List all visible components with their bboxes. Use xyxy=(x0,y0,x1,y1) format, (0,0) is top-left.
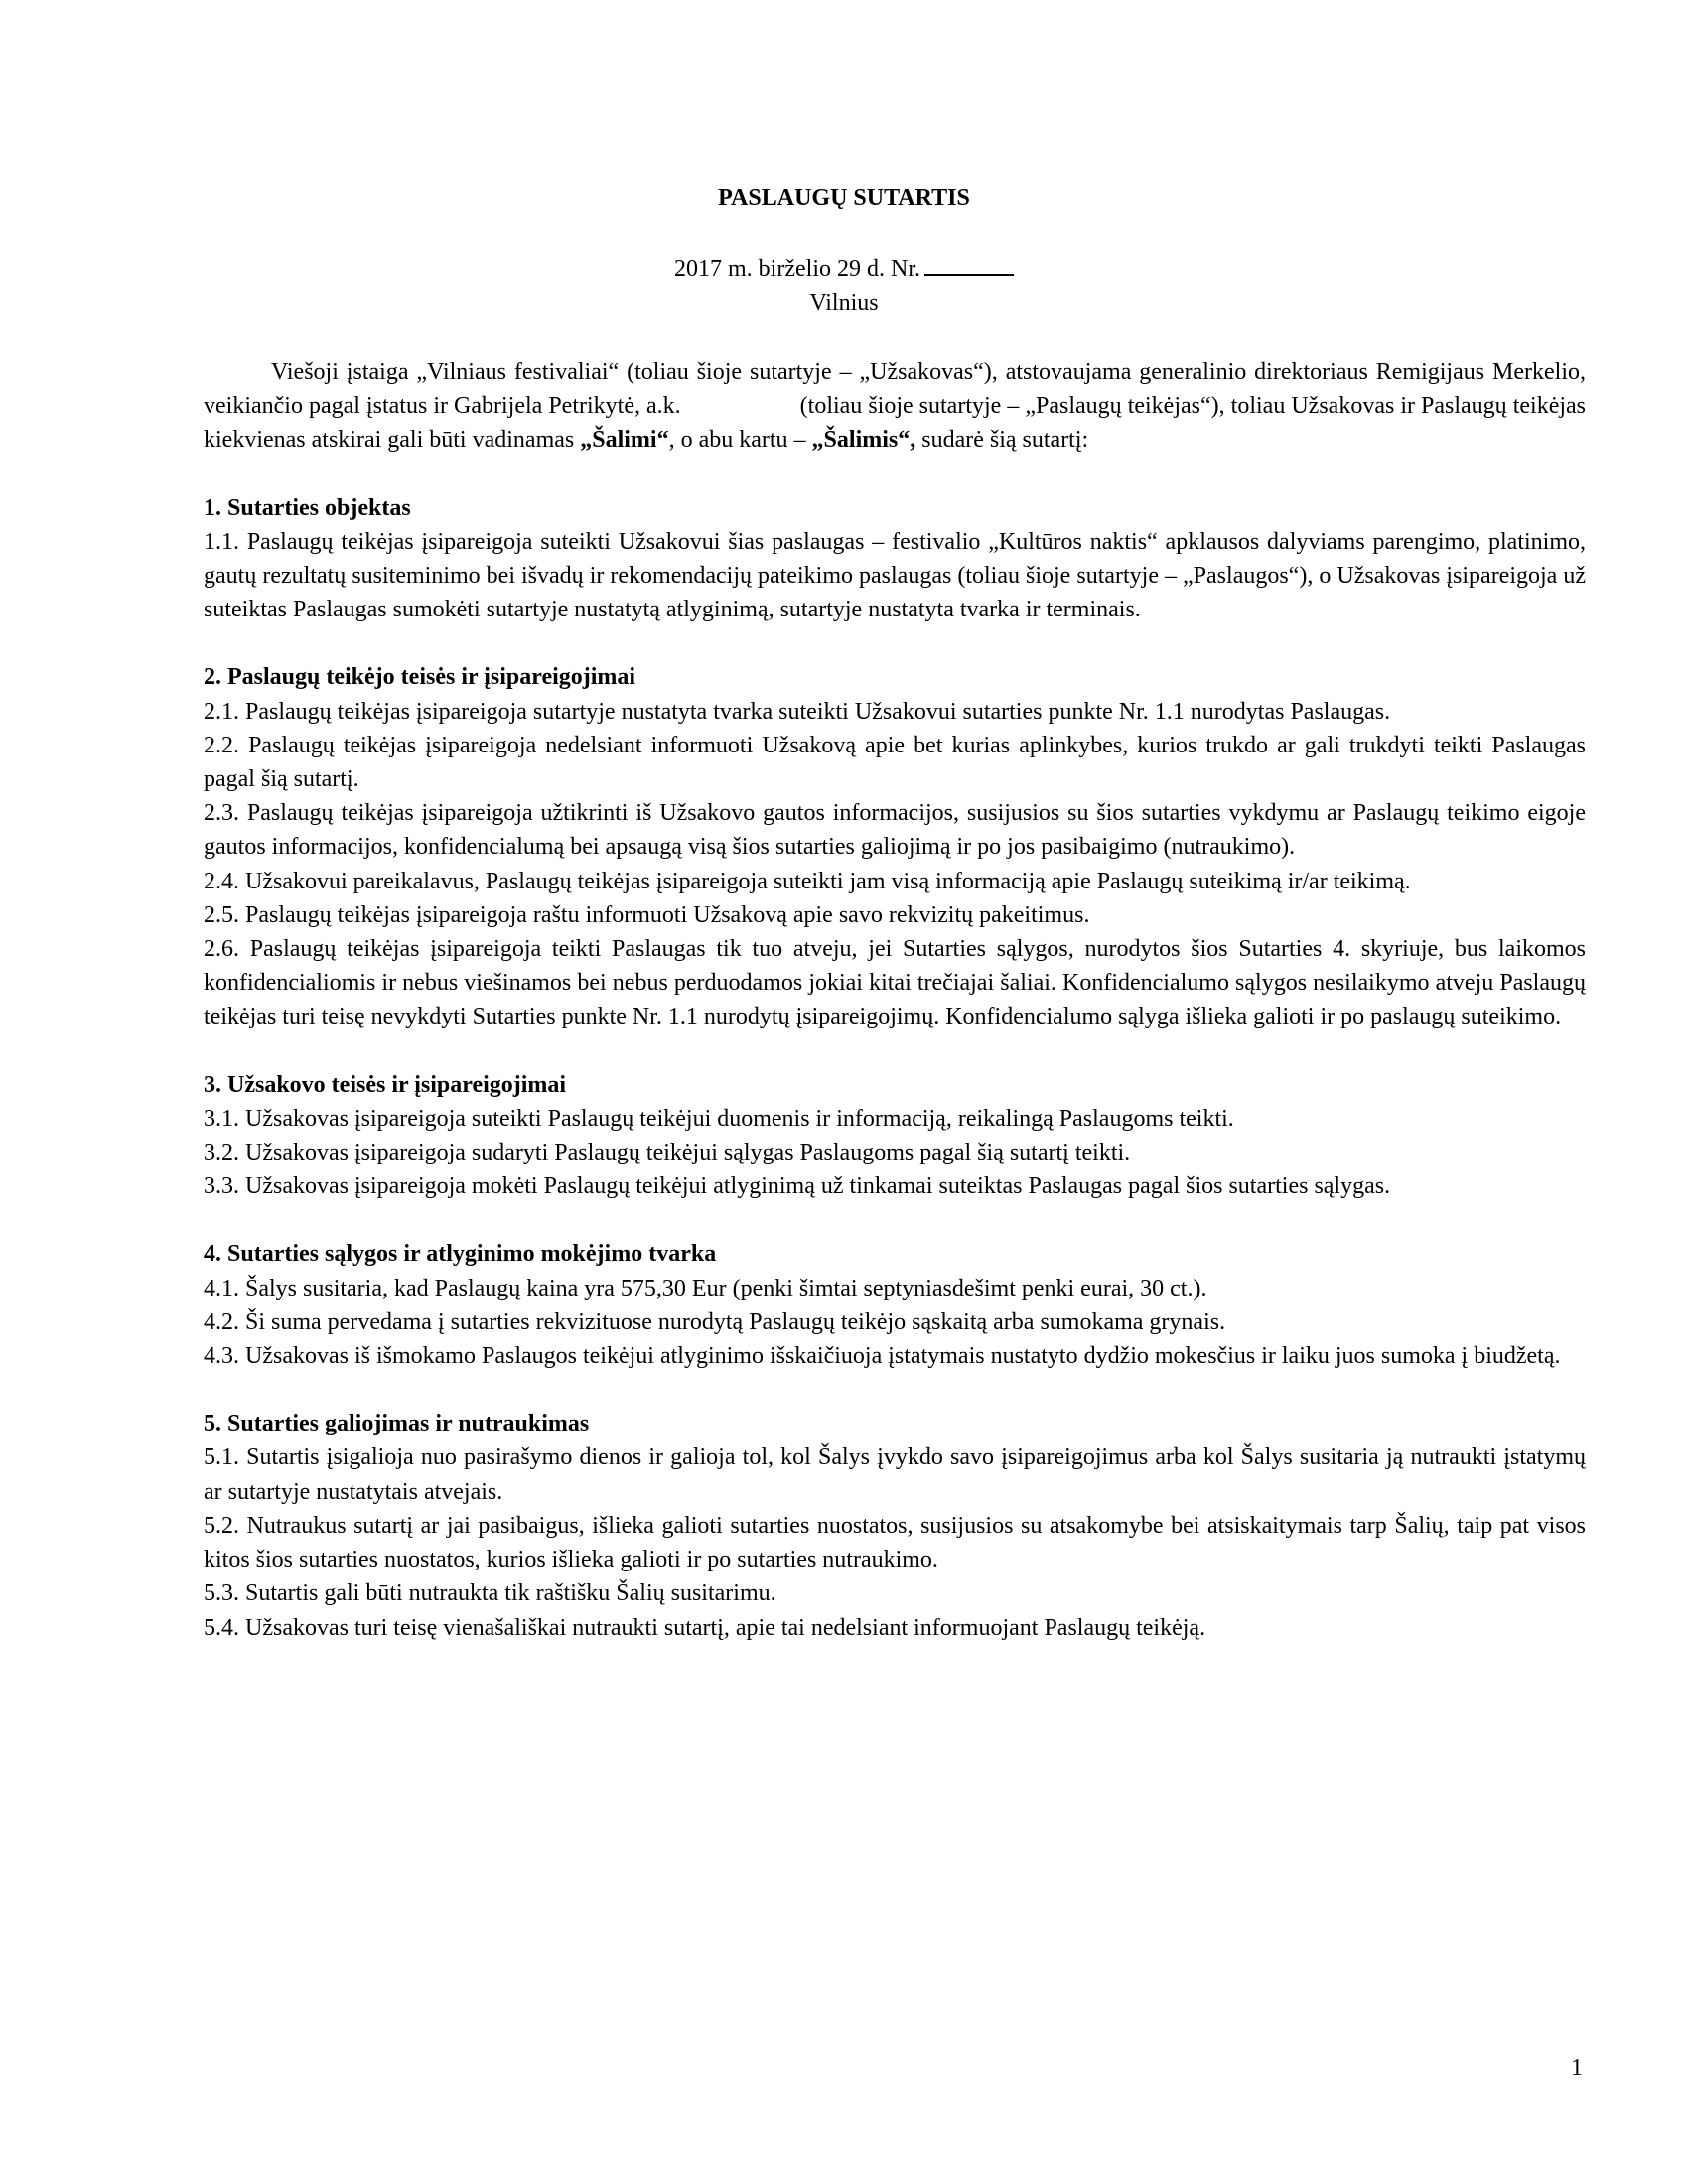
sections xyxy=(204,491,1586,1645)
section-5 xyxy=(204,1407,1586,1644)
contract-number-blank xyxy=(924,254,1014,276)
clause: 5.2. Nutraukus sutartį ar jai pasibaigus, išlieka galioti sutarties nuostatos, susijusios su atsakomybe bei atsiskaitymais tarp Šalių, taip pat visos kitos šios sutarties nuostatos, kurios išlieka galioti ir po sutarties nutraukimo. xyxy=(204,1512,1586,1573)
clause: 3.3. Užsakovas įsipareigoja mokėti Paslaugų teikėjui atlyginimą už tinkamai suteiktas Paslaugas pagal šios sutarties sąlygas. xyxy=(204,1173,1391,1200)
section-3 xyxy=(204,1068,1586,1204)
clause: 3.2. Užsakovas įsipareigoja sudaryti Paslaugų teikėjui sąlygas Paslaugoms pagal šią sutartį teikti. xyxy=(204,1140,1131,1166)
contract-body xyxy=(204,355,1586,1645)
clause: 2.6. Paslaugų teikėjas įsipareigoja teikti Paslaugas tik tuo atveju, jei Sutarties sąlygos, nurodytos šios Sutarties 4. skyriuje, bus laikomos konfidencialiomis ir nebus viešinamos bei nebus perduodamos jokiai kitai trečiajai šaliai. Konfidencialumo sąlygos nesilaikymo atveju Paslaugų teikėjas turi teisę nevykdyti Sutarties punkte Nr. 1.1 nurodytų įsipareigojimų. Konfidencialumo sąlyga išlieka galioti ir po paslaugų suteikimo. xyxy=(204,936,1586,1030)
date-text: 2017 m. birželio 29 d. Nr. xyxy=(674,256,920,282)
clause: 5.1. Sutartis įsigalioja nuo pasirašymo dienos ir galioja tol, kol Šalys įvykdo savo įsipareigojimus arba kol Šalys susitaria ją nutraukti įstatymų ar sutartyje nustatytais atvejais. xyxy=(204,1444,1586,1505)
clause: 5.3. Sutartis gali būti nutraukta tik raštišku Šalių susitarimu. xyxy=(204,1580,776,1607)
clause: 2.5. Paslaugų teikėjas įsipareigoja raštu informuoti Užsakovą apie savo rekvizitų pakeitimus. xyxy=(204,901,1090,928)
section-heading: 3. Užsakovo teisės ir įsipareigojimai xyxy=(204,1071,567,1098)
document-title: PASLAUGŲ SUTARTIS xyxy=(718,185,970,210)
section-heading: 5. Sutarties galiojimas ir nutraukimas xyxy=(204,1411,590,1437)
clause: 2.4. Užsakovui pareikalavus, Paslaugų teikėjas įsipareigoja suteikti jam visą informaciją apie Paslaugų suteikimą ir/ar teikimą. xyxy=(204,868,1411,894)
section-4 xyxy=(204,1237,1586,1373)
clause: 2.2. Paslaugų teikėjas įsipareigoja nedelsiant informuoti Užsakovą apie bet kurias aplinkybes, kurios trukdo ar gali trukdyti teikti Paslaugas pagal šią sutartį. xyxy=(204,732,1586,793)
intro-paragraph xyxy=(204,355,1586,458)
clause: 4.2. Ši suma pervedama į sutarties rekvizituose nurodytą Paslaugų teikėjo sąskaitą arba sumokama grynais. xyxy=(204,1308,1226,1335)
clause: 2.1. Paslaugų teikėjas įsipareigoja sutartyje nustatyta tvarka suteikti Užsakovui sutarties punkte Nr. 1.1 nurodytas Paslaugas. xyxy=(204,698,1391,725)
clause: 5.4. Užsakovas turi teisę vienašališkai nutraukti sutartį, apie tai nedelsiant informuojant Paslaugų teikėją. xyxy=(204,1614,1206,1641)
intro-text-3: , o abu kartu – xyxy=(668,427,812,454)
clause: 4.3. Užsakovas iš išmokamo Paslaugos teikėjui atlyginimo išskaičiuoja įstatymais nustatyto dydžio mokesčius ir laiku juos sumoka į biudžetą. xyxy=(204,1343,1561,1370)
section-2 xyxy=(204,660,1586,1033)
clause: 4.1. Šalys susitaria, kad Paslaugų kaina yra 575,30 Eur (penki šimtai septyniasdešimt penki eurai, 30 ct.). xyxy=(204,1275,1207,1301)
intro-text-2: (toliau šioje sutartyje – „Paslaugų teikėjas“), toliau Užsakovas ir Paslaugų teikėjas kiekvienas atskirai gali būti vadinamas xyxy=(204,393,1587,454)
page-number: 1 xyxy=(1571,2055,1583,2081)
clause: 3.1. Užsakovas įsipareigoja suteikti Paslaugų teikėjui duomenis ir informaciją, reikalingą Paslaugoms teikti. xyxy=(204,1105,1234,1132)
intro-text-4: sudarė šią sutartį: xyxy=(915,427,1089,454)
section-heading: 1. Sutarties objektas xyxy=(204,494,411,521)
intro-text-1: Viešoji įstaiga „Vilniaus festivaliai“ (toliau šioje sutartyje – „Užsakovas“), atstovaujama generalinio direktoriaus Remigijaus Merkelio, veikiančio pagal įstatus ir Gabrijela Petrikytė, a.k. xyxy=(204,359,1586,420)
section-heading: 2. Paslaugų teikėjo teisės ir įsipareigojimai xyxy=(204,664,636,691)
section-1 xyxy=(204,491,1586,627)
section-heading: 4. Sutarties sąlygos ir atlyginimo mokėjimo tvarka xyxy=(204,1241,717,1268)
date-number-line xyxy=(0,252,1688,286)
city: Vilnius xyxy=(809,290,879,316)
clause: 2.3. Paslaugų teikėjas įsipareigoja užtikrinti iš Užsakovo gautos informacijos, susijusios su šios sutarties vykdymu ar Paslaugų teikimo eigoje gautos informacijos, konfidencialumą bei apsaugą visą šios sutarties galiojimą ir po jos pasibaigimo (nutraukimo). xyxy=(204,800,1586,861)
intro-bold-2: „Šalimis“, xyxy=(811,427,916,454)
clause: 1.1. Paslaugų teikėjas įsipareigoja suteikti Užsakovui šias paslaugas – festivalio „Kultūros naktis“ apklausos dalyviams parengimo, platinimo, gautų rezultatų susiteminimo bei išvadų ir rekomendacijų pateikimo paslaugas (toliau šioje sutartyje – „Paslaugos“), o Užsakovas įsipareigoja už suteiktas Paslaugas sumokėti sutartyje nustatytą atlyginimą, sutartyje nustatyta tvarka ir terminais. xyxy=(204,528,1586,623)
intro-bold-1: „Šalimi“ xyxy=(580,427,669,454)
